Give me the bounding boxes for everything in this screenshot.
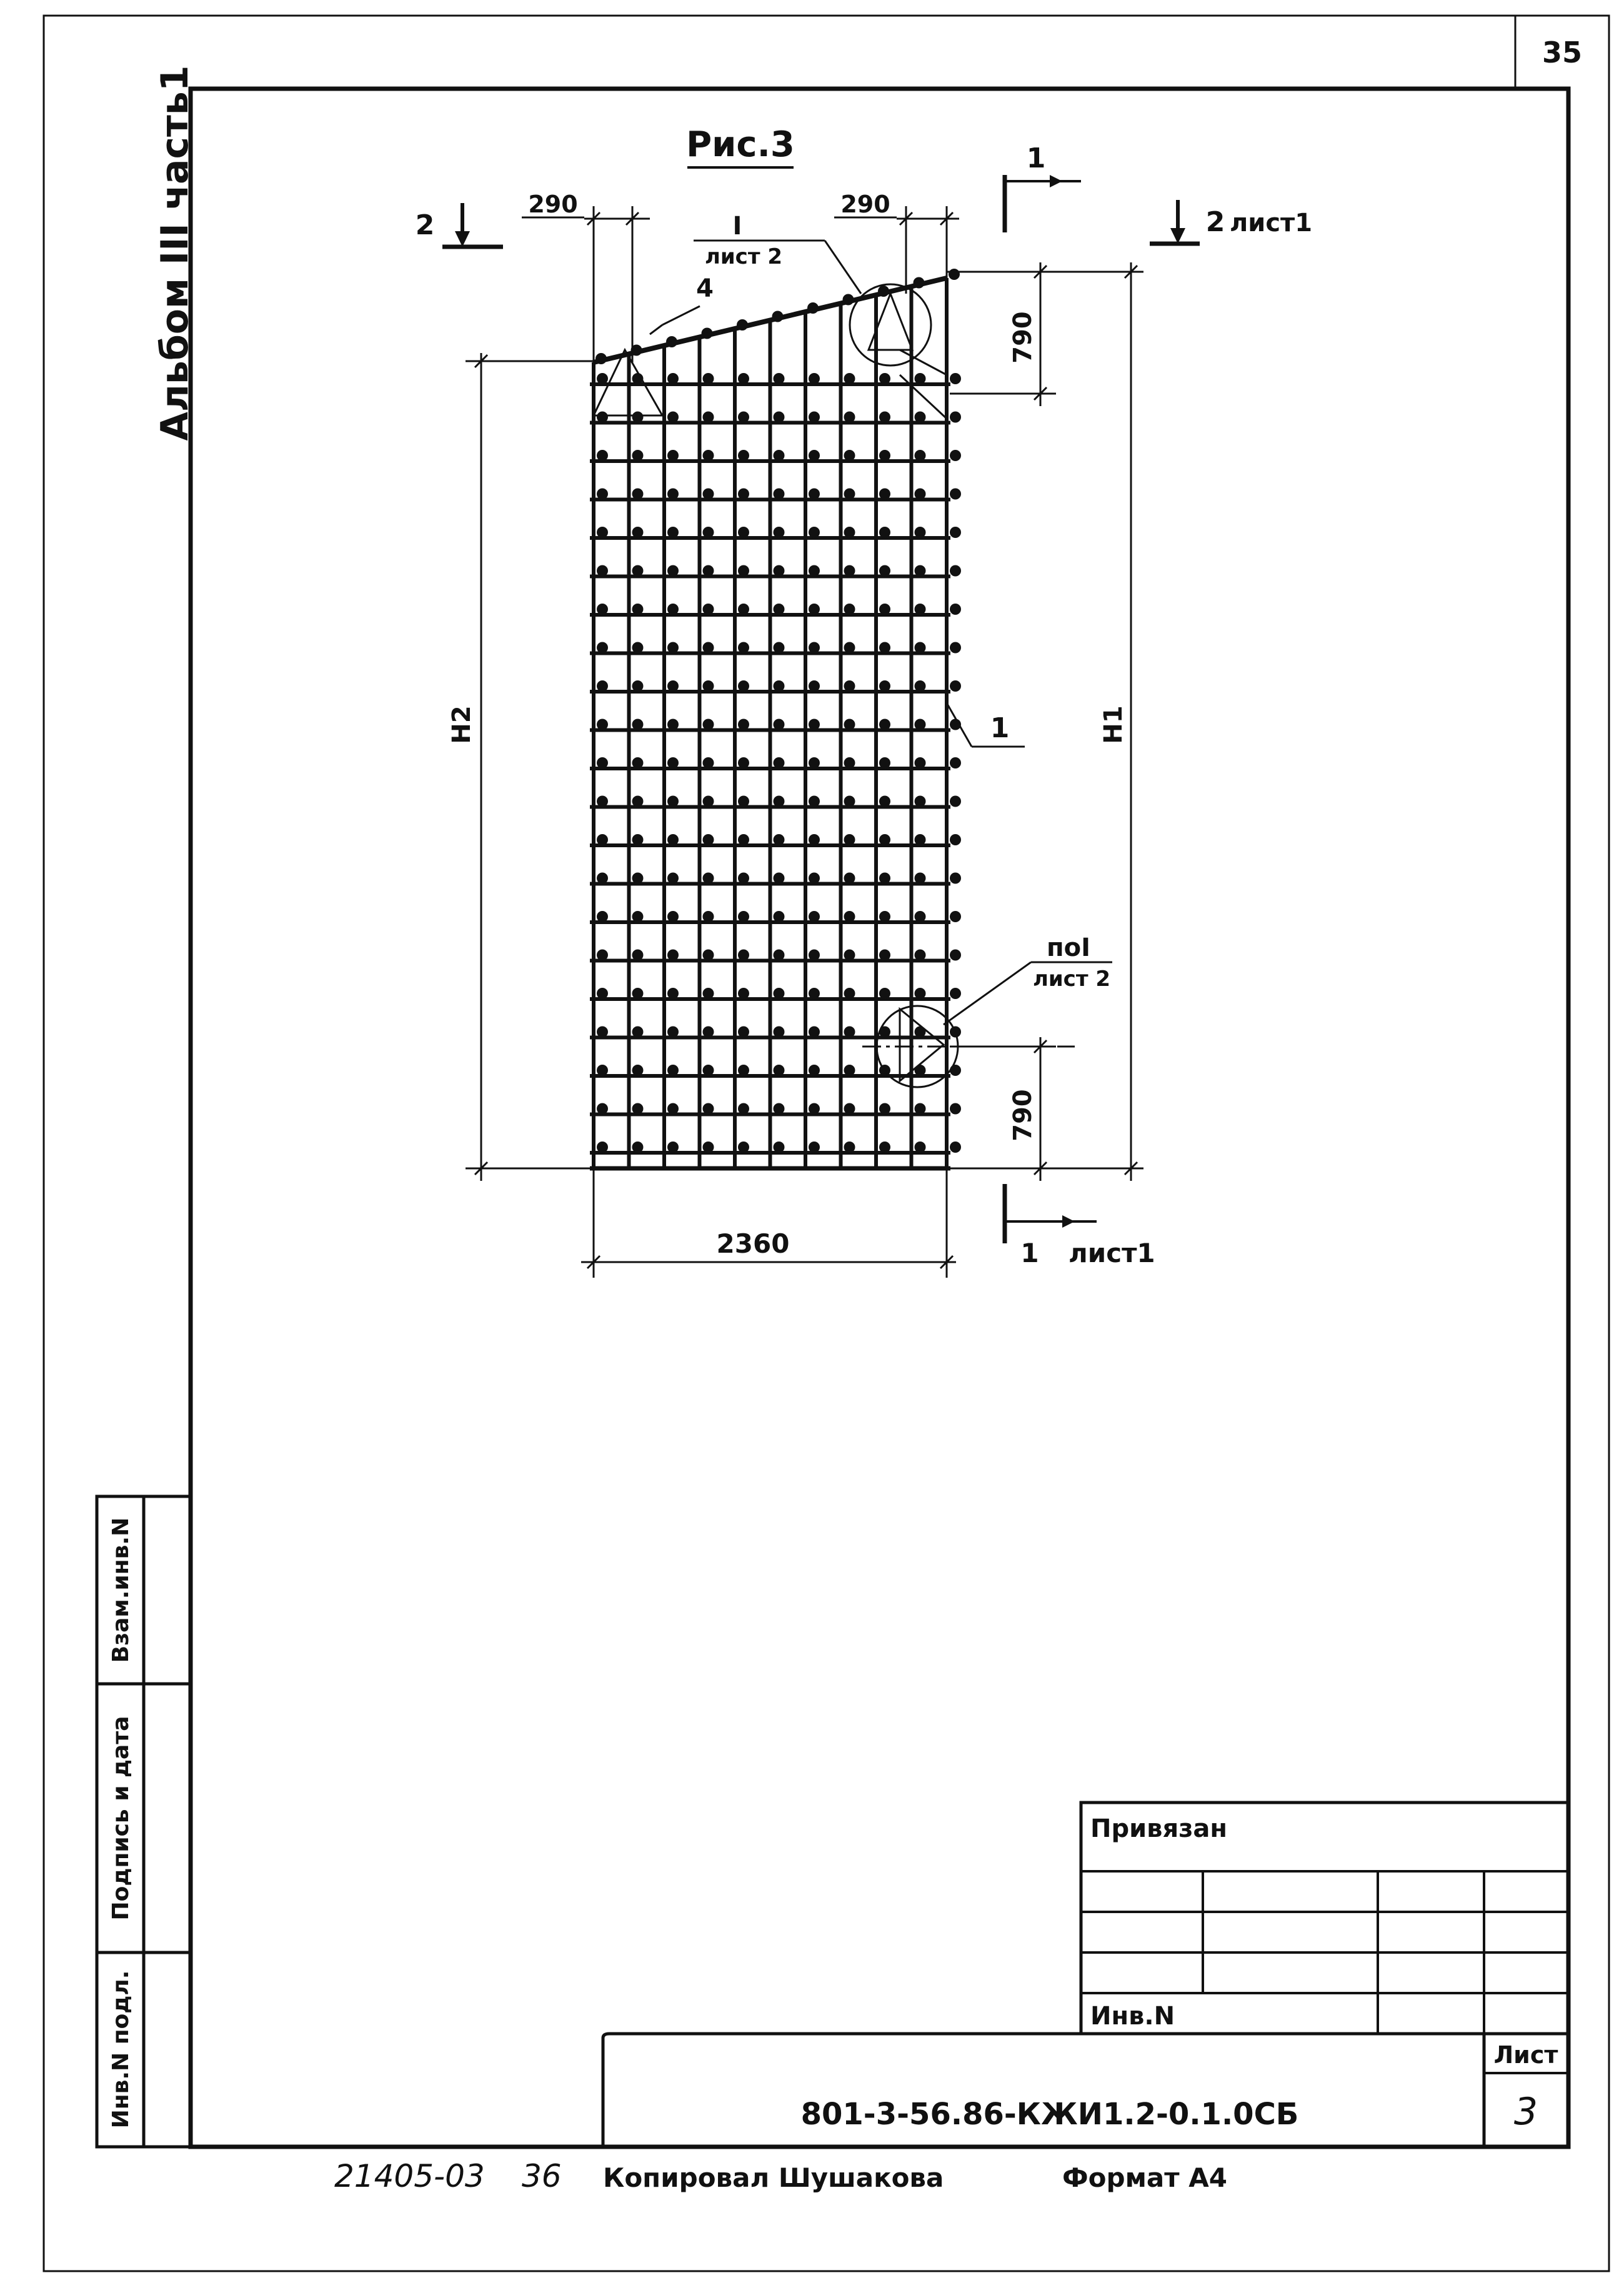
mesh-weld-point <box>915 642 926 654</box>
mesh-weld-point <box>950 680 961 692</box>
mesh-weld-point <box>879 1142 890 1153</box>
svg-text:I: I <box>732 212 742 241</box>
mesh-weld-point <box>703 834 714 845</box>
mesh-weld-point <box>844 988 855 999</box>
mesh-weld-point <box>809 988 820 999</box>
mesh-weld-point <box>632 565 644 577</box>
mesh-weld-point <box>597 796 608 807</box>
mesh-weld-point <box>667 719 679 730</box>
mesh-weld-point <box>667 642 679 654</box>
side-stamp <box>97 1496 191 2147</box>
page-number: 35 <box>1542 36 1583 69</box>
mesh-weld-point <box>774 412 785 423</box>
mesh-weld-point <box>915 834 926 845</box>
mesh-weld-point <box>879 680 890 692</box>
mesh-weld-point <box>597 680 608 692</box>
svg-text:4: 4 <box>696 274 714 303</box>
mesh-weld-point <box>844 950 855 961</box>
footer-copy-number: 36 <box>522 2158 562 2194</box>
mesh-weld-point <box>632 680 644 692</box>
mesh-weld-point <box>774 911 785 922</box>
mesh-weld-point <box>597 1142 608 1153</box>
mesh-weld-point <box>667 1103 679 1115</box>
mesh-weld-point <box>949 269 960 280</box>
mesh-weld-point <box>597 489 608 500</box>
mesh-weld-point <box>597 373 608 384</box>
mesh-weld-point <box>667 757 679 768</box>
mesh-weld-point <box>632 1065 644 1076</box>
mesh-weld-point <box>703 604 714 615</box>
dim-height-right: H1 <box>1099 705 1128 744</box>
mesh-weld-point <box>667 489 679 500</box>
mesh-weld-point <box>950 950 961 961</box>
mesh-weld-point <box>915 950 926 961</box>
mesh-weld-point <box>774 604 785 615</box>
mesh-weld-point <box>597 450 608 461</box>
mesh-weld-point <box>879 757 890 768</box>
mesh-weld-point <box>703 873 714 884</box>
mesh-weld-point <box>809 1027 820 1038</box>
mesh-weld-point <box>950 450 961 461</box>
mesh-weld-point <box>597 412 608 423</box>
mesh-weld-point <box>844 796 855 807</box>
mesh-weld-point <box>597 642 608 654</box>
mesh-weld-point <box>879 1103 890 1115</box>
mesh-weld-point <box>667 373 679 384</box>
mesh-weld-point <box>950 1065 961 1076</box>
mesh-weld-point <box>809 1142 820 1153</box>
mesh-weld-point <box>774 873 785 884</box>
mesh-weld-point <box>738 680 749 692</box>
figure-title: Рис.3 <box>686 124 795 165</box>
mesh-weld-point <box>738 950 749 961</box>
mesh-weld-point <box>950 412 961 423</box>
mesh-weld-point <box>703 1065 714 1076</box>
mesh-weld-point <box>879 719 890 730</box>
mesh-weld-point <box>844 834 855 845</box>
mesh-weld-point <box>774 565 785 577</box>
mesh-weld-point <box>774 796 785 807</box>
title-block <box>603 1803 1568 2147</box>
mesh-weld-point <box>915 604 926 615</box>
mesh-weld-point <box>703 719 714 730</box>
mesh-weld-point <box>667 988 679 999</box>
mesh-weld-point <box>774 1027 785 1038</box>
mesh-weld-point <box>879 450 890 461</box>
svg-text:2: 2 <box>415 209 435 241</box>
mesh-weld-point <box>879 565 890 577</box>
footer-format: Формат А4 <box>1062 2162 1227 2193</box>
mesh-weld-point <box>950 565 961 577</box>
mesh-weld-point <box>703 988 714 999</box>
mesh-weld-point <box>809 604 820 615</box>
mesh-weld-point <box>915 911 926 922</box>
mesh-weld-point <box>738 911 749 922</box>
mesh-weld-point <box>879 642 890 654</box>
mesh-weld-point <box>703 527 714 538</box>
mesh-weld-point <box>879 796 890 807</box>
mesh-weld-point <box>809 642 820 654</box>
mesh-weld-point <box>703 757 714 768</box>
mesh-weld-point <box>632 412 644 423</box>
mesh-weld-point <box>844 450 855 461</box>
mesh-weld-point <box>597 834 608 845</box>
mesh-weld-point <box>774 1142 785 1153</box>
mesh-weld-point <box>844 1142 855 1153</box>
mesh-weld-point <box>703 489 714 500</box>
mesh-weld-point <box>809 450 820 461</box>
mesh-weld-point <box>950 873 961 884</box>
mesh-weld-point <box>597 911 608 922</box>
mesh-weld-point <box>738 412 749 423</box>
mesh-weld-point <box>879 412 890 423</box>
drawing-designation: 801-3-56.86-КЖИ1.2-0.1.0СБ <box>800 2097 1299 2132</box>
mesh-weld-point <box>879 988 890 999</box>
mesh-weld-point <box>879 950 890 961</box>
mesh-weld-point <box>703 373 714 384</box>
mesh-weld-point <box>915 1142 926 1153</box>
mesh-weld-point <box>703 680 714 692</box>
mesh-weld-point <box>950 642 961 654</box>
mesh-weld-point <box>738 988 749 999</box>
mesh-weld-point <box>879 604 890 615</box>
mesh-weld-point <box>915 527 926 538</box>
mesh-weld-point <box>597 719 608 730</box>
outer-border <box>44 16 1609 2271</box>
mesh-weld-point <box>738 604 749 615</box>
mesh-weld-point <box>879 489 890 500</box>
mesh-weld-point <box>632 834 644 845</box>
mesh-weld-point <box>667 796 679 807</box>
mesh-weld-point <box>632 911 644 922</box>
mesh-weld-point <box>809 911 820 922</box>
svg-text:лист1: лист1 <box>1230 209 1313 237</box>
mesh-weld-point <box>632 719 644 730</box>
mesh-weld-point <box>915 680 926 692</box>
page-number-box <box>1515 16 1582 89</box>
detail-callout-top <box>694 212 947 419</box>
drawing-frame <box>191 89 1568 2147</box>
section-mark-1-bottom <box>1005 1184 1155 1268</box>
mesh-weld-point <box>738 719 749 730</box>
mesh-weld-point <box>809 489 820 500</box>
mesh-weld-point <box>809 950 820 961</box>
mesh-weld-point <box>703 642 714 654</box>
mesh-weld-point <box>950 796 961 807</box>
dim-right-top: 790 <box>1009 311 1037 364</box>
mesh-weld-point <box>738 757 749 768</box>
leader-4 <box>650 274 714 334</box>
mesh-weld-point <box>809 527 820 538</box>
album-label: Альбом III часть1 <box>153 65 197 441</box>
mesh-weld-point <box>703 911 714 922</box>
detail-callout-bottom <box>862 933 1112 1087</box>
mesh-weld-point <box>738 1027 749 1038</box>
svg-text:лист1: лист1 <box>1069 1238 1155 1268</box>
footer-copied-by: Копировал Шушакова <box>603 2162 944 2193</box>
mesh-weld-point <box>632 527 644 538</box>
mesh-weld-point <box>844 1065 855 1076</box>
section-mark-2-right <box>1150 200 1312 244</box>
mesh-weld-point <box>738 796 749 807</box>
inv-n-label: Инв.N <box>1090 2002 1175 2031</box>
dim-height-left: H2 <box>447 705 476 744</box>
mesh-weld-point <box>703 1103 714 1115</box>
mesh-weld-point <box>738 642 749 654</box>
mesh-weld-point <box>915 988 926 999</box>
footer-order-number: 21405-03 <box>334 2158 485 2194</box>
mesh-weld-point <box>950 911 961 922</box>
mesh-weld-point <box>774 757 785 768</box>
mesh-weld-point <box>667 450 679 461</box>
mesh-weld-point <box>915 565 926 577</box>
mesh-weld-point <box>667 412 679 423</box>
mesh-weld-point <box>879 873 890 884</box>
svg-text:2: 2 <box>1205 206 1225 238</box>
mesh-weld-point <box>774 719 785 730</box>
mesh-weld-point <box>950 1103 961 1115</box>
mesh-weld-point <box>667 527 679 538</box>
svg-text:лист 2: лист 2 <box>704 244 783 269</box>
mesh-weld-point <box>809 412 820 423</box>
mesh-weld-point <box>879 373 890 384</box>
mesh-weld-point <box>879 834 890 845</box>
mesh-weld-point <box>738 834 749 845</box>
mesh-weld-point <box>632 873 644 884</box>
mesh-weld-point <box>774 642 785 654</box>
mesh-weld-point <box>667 565 679 577</box>
mesh-weld-point <box>844 757 855 768</box>
mesh-weld-point <box>774 988 785 999</box>
mesh-weld-point <box>632 642 644 654</box>
svg-text:поI: поI <box>1047 933 1090 962</box>
leader-1 <box>947 703 1025 747</box>
mesh-weld-point <box>738 1142 749 1153</box>
mesh-weld-point <box>667 950 679 961</box>
mesh-weld-point <box>844 373 855 384</box>
mesh-weld-point <box>809 565 820 577</box>
mesh-weld-point <box>738 1103 749 1115</box>
mesh-weld-point <box>844 527 855 538</box>
mesh-weld-point <box>809 757 820 768</box>
section-mark-1-top <box>1005 142 1081 232</box>
privyazan-label: Привязан <box>1090 1814 1228 1843</box>
mesh-weld-point <box>809 834 820 845</box>
mesh-weld-point <box>703 412 714 423</box>
mesh-weld-point <box>774 1065 785 1076</box>
mesh-weld-point <box>879 527 890 538</box>
mesh-weld-point <box>774 489 785 500</box>
mesh-weld-point <box>774 950 785 961</box>
mesh-weld-point <box>844 1103 855 1115</box>
mesh-weld-point <box>632 1027 644 1038</box>
mesh-weld-point <box>774 373 785 384</box>
mesh-weld-point <box>738 565 749 577</box>
mesh-weld-point <box>703 1142 714 1153</box>
sheet-number: 3 <box>1513 2090 1538 2134</box>
mesh-weld-point <box>879 911 890 922</box>
mesh-weld-point <box>844 873 855 884</box>
mesh-weld-point <box>597 1027 608 1038</box>
reinforcement-mesh <box>590 269 961 1168</box>
mesh-weld-point <box>632 796 644 807</box>
mesh-weld-point <box>597 1065 608 1076</box>
mesh-weld-point <box>597 604 608 615</box>
mesh-weld-point <box>915 489 926 500</box>
mesh-weld-point <box>915 719 926 730</box>
mesh-weld-point <box>774 1103 785 1115</box>
mesh-weld-point <box>915 373 926 384</box>
mesh-weld-point <box>703 796 714 807</box>
mesh-weld-point <box>632 450 644 461</box>
mesh-weld-point <box>809 373 820 384</box>
mesh-weld-point <box>667 1065 679 1076</box>
mesh-weld-point <box>597 527 608 538</box>
mesh-weld-point <box>667 1027 679 1038</box>
mesh-weld-point <box>632 988 644 999</box>
mesh-weld-point <box>632 757 644 768</box>
mesh-weld-point <box>844 719 855 730</box>
mesh-weld-point <box>738 450 749 461</box>
svg-text:1: 1 <box>1020 1238 1039 1268</box>
mesh-weld-point <box>597 565 608 577</box>
mesh-weld-point <box>844 642 855 654</box>
mesh-weld-point <box>950 527 961 538</box>
mesh-weld-point <box>844 1027 855 1038</box>
mesh-weld-point <box>667 873 679 884</box>
mesh-weld-point <box>809 680 820 692</box>
mesh-weld-point <box>703 565 714 577</box>
mesh-weld-point <box>915 873 926 884</box>
svg-text:лист 2: лист 2 <box>1032 967 1111 992</box>
side-stamp-podpis: Подпись и дата <box>108 1716 134 1921</box>
mesh-weld-point <box>774 527 785 538</box>
mesh-weld-point <box>667 911 679 922</box>
mesh-weld-point <box>950 373 961 384</box>
mesh-weld-point <box>597 873 608 884</box>
mesh-weld-point <box>738 527 749 538</box>
svg-text:1: 1 <box>990 712 1010 744</box>
mesh-weld-point <box>844 680 855 692</box>
mesh-weld-point <box>667 604 679 615</box>
mesh-weld-point <box>738 873 749 884</box>
mesh-weld-point <box>597 950 608 961</box>
side-stamp-vzam: Взам.инв.N <box>108 1517 134 1663</box>
mesh-weld-point <box>950 757 961 768</box>
section-mark-2-left <box>416 203 503 247</box>
mesh-weld-point <box>597 1103 608 1115</box>
mesh-weld-point <box>915 412 926 423</box>
mesh-weld-point <box>632 489 644 500</box>
mesh-weld-point <box>809 1065 820 1076</box>
mesh-weld-point <box>950 1142 961 1153</box>
mesh-weld-point <box>597 988 608 999</box>
mesh-weld-point <box>667 1142 679 1153</box>
mesh-weld-point <box>844 565 855 577</box>
dim-bottom-width: 2360 <box>716 1228 790 1259</box>
mesh-weld-point <box>632 1142 644 1153</box>
mesh-weld-point <box>703 950 714 961</box>
mesh-weld-point <box>632 950 644 961</box>
mesh-weld-point <box>809 796 820 807</box>
mesh-weld-point <box>738 1065 749 1076</box>
mesh-weld-point <box>809 719 820 730</box>
mesh-weld-point <box>950 489 961 500</box>
mesh-weld-point <box>844 412 855 423</box>
mesh-weld-point <box>597 757 608 768</box>
mesh-weld-point <box>738 489 749 500</box>
mesh-weld-point <box>774 680 785 692</box>
mesh-weld-point <box>915 796 926 807</box>
mesh-weld-point <box>738 373 749 384</box>
dim-top-left: 290 <box>528 191 578 218</box>
mesh-weld-point <box>950 604 961 615</box>
mesh-weld-point <box>844 489 855 500</box>
dim-right-bottom: 790 <box>1009 1089 1037 1142</box>
sheet-label: Лист <box>1493 2041 1558 2069</box>
mesh-weld-point <box>774 834 785 845</box>
mesh-weld-point <box>915 757 926 768</box>
mesh-weld-point <box>703 450 714 461</box>
mesh-weld-point <box>915 450 926 461</box>
mesh-weld-point <box>915 1103 926 1115</box>
mesh-weld-point <box>809 1103 820 1115</box>
mesh-weld-point <box>950 834 961 845</box>
mesh-weld-point <box>632 604 644 615</box>
mesh-weld-point <box>667 680 679 692</box>
mesh-weld-point <box>809 873 820 884</box>
mesh-weld-point <box>703 1027 714 1038</box>
mesh-weld-point <box>844 604 855 615</box>
mesh-weld-point <box>844 911 855 922</box>
mesh-weld-point <box>632 1103 644 1115</box>
svg-text:1: 1 <box>1026 142 1046 174</box>
dim-top-right: 290 <box>840 191 890 218</box>
mesh-weld-point <box>667 834 679 845</box>
mesh-weld-point <box>774 450 785 461</box>
side-stamp-inv-podl: Инв.N подл. <box>108 1970 134 2129</box>
mesh-weld-point <box>950 988 961 999</box>
